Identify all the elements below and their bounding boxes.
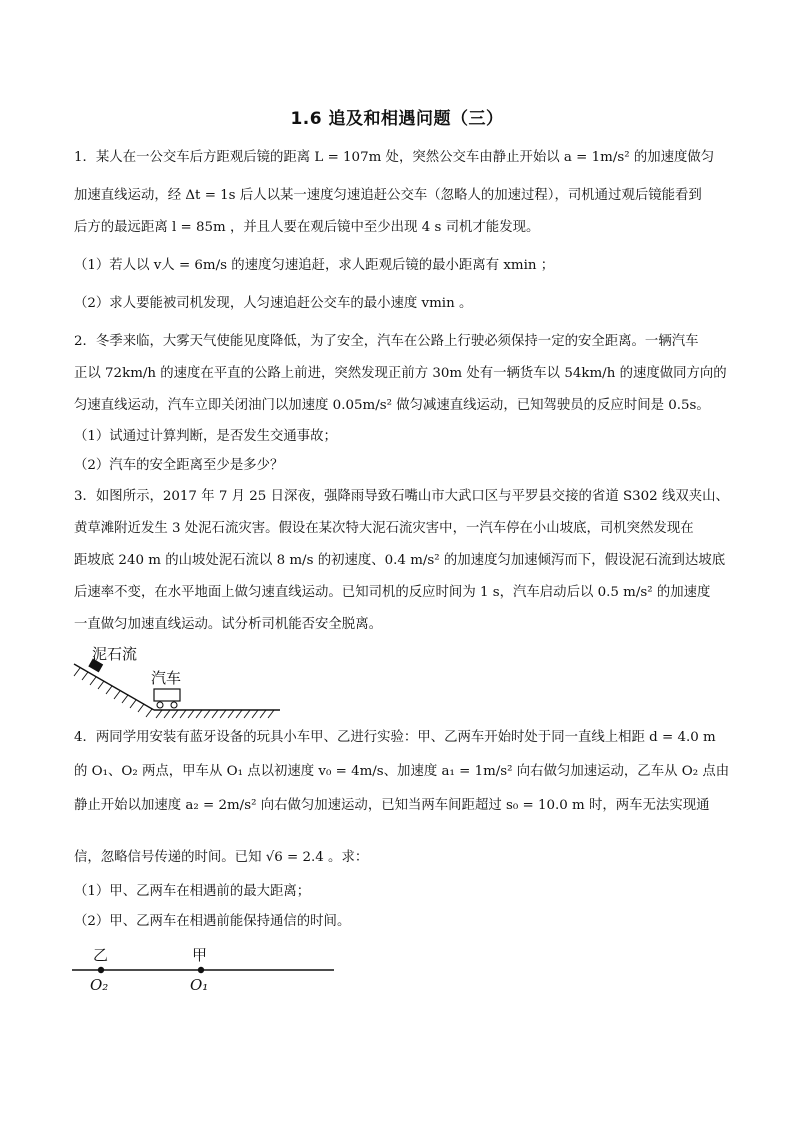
q3-line-1: 3．如图所示，2017 年 7 月 25 日深夜，强降雨导致石嘴山市大武口区与平罗县交接的省道 S302 线双夹山、 [74,489,729,504]
mudslide-label: 泥石流 [92,645,138,663]
point-o2 [98,967,104,973]
mud-block [88,659,103,673]
slope-drawing [70,650,300,720]
q4-sub-2: （2）甲、乙两车在相遇前能保持通信的时间。 [74,914,351,929]
page-title: 1.6 追及和相遇问题（三） [290,109,504,129]
q4-line-1: 4．两同学用安装有蓝牙设备的玩具小车甲、乙进行实验：甲、乙两车开始时处于同一直线上相距 d = 4.0 m [74,730,716,745]
q2-sub-2: （2）汽车的安全距离至少是多少？ [74,458,284,473]
o2-label: O₂ [90,976,109,994]
q1-sub-2: （2）求人要能被司机发现，人匀速追赶公交车的最小速度 vmin 。 [74,296,473,311]
q1-line-2: 加速直线运动，经 Δt = 1s 后人以某一速度匀速追赶公交车（忽略人的加速过程），司机通过观后镜能看到 [74,188,702,203]
q2-sub-1: （1）试通过计算判断，是否发生交通事故； [74,429,337,444]
point-o1 [198,967,204,973]
q3-line-2: 黄草滩附近发生 3 处泥石流灾害。假设在某次特大泥石流灾害中，一汽车停在小山坡底，司机突然发现在 [74,521,694,536]
q3-line-5: 一直做匀加速直线运动。试分析司机能否安全脱离。 [74,617,382,632]
number-line [70,964,340,976]
o1-label: O₁ [190,976,209,994]
q1-sub-1: （1）若人以 v人 = 6m/s 的速度匀速追赶，求人距观后镜的最小距离有 xmin ； [74,258,555,273]
slope-line [74,664,154,710]
q3-line-4: 后速率不变，在水平地面上做匀速直线运动。已知司机的反应时间为 1 s，汽车启动后以 0.5 m/s² 的加速度 [74,585,711,600]
q2-line-3: 匀速直线运动，汽车立即关闭油门以加速度 0.05m/s² 做匀减速直线运动，已知驾驶员的反应时间是 0.5s。 [74,398,710,413]
q1-line-3: 后方的最远距离 l = 85m ，并且人要在观后镜中至少出现 4 s 司机才能发现。 [74,220,540,235]
car-shape [154,689,180,708]
q1-line-1: 1．某人在一公交车后方距观后镜的距离 L = 107m 处，突然公交车由静止开始以 a = 1m/s² 的加速度做匀 [74,150,715,165]
q4-sub-1: （1）甲、乙两车在相遇前的最大距离； [74,884,311,899]
car-label: 汽车 [151,669,182,687]
q3-line-3: 距坡底 240 m 的山坡处泥石流以 8 m/s 的初速度、0.4 m/s² 的加速度匀加速倾泻而下，假设泥石流到达坡底 [74,553,726,568]
q2-line-2: 正以 72km/h 的速度在平直的公路上前进，突然发现正前方 30m 处有一辆货车以 54km/h 的速度做同方向的 [74,366,727,381]
q4-line-3: 静止开始以加速度 a₂ = 2m/s² 向右做匀加速运动，已知当两车间距超过 s₀ = 10.0 m 时，两车无法实现通 [74,798,710,813]
slope-hatching [74,668,152,717]
q4-line-2: 的 O₁、O₂ 两点，甲车从 O₁ 点以初速度 v₀ = 4m/s、加速度 a₁ = 1m/s² 向右做匀加速运动，乙车从 O₂ 点由 [74,764,730,779]
jia-label: 甲 [192,946,208,964]
ground-hatching [156,710,274,718]
yi-label: 乙 [93,946,109,964]
q4-line-4: 信，忽略信号传递的时间。已知 √6 = 2.4 。求： [74,850,369,865]
q2-line-1: 2．冬季来临，大雾天气使能见度降低，为了安全，汽车在公路上行驶必须保持一定的安全距离。一辆汽车 [74,334,699,349]
